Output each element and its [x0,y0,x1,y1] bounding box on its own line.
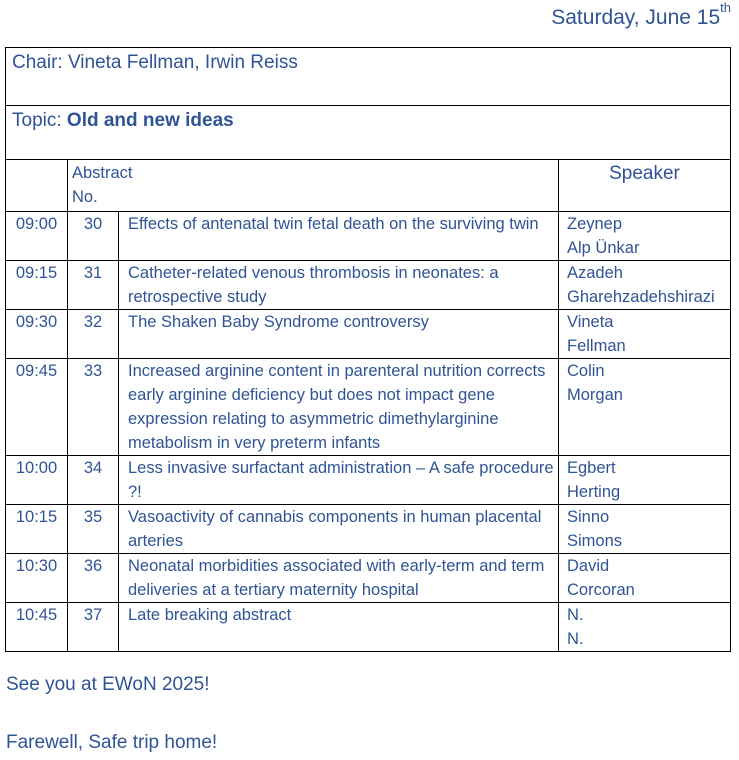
time-header-cell [6,160,68,212]
talk-title: Less invasive surfactant administration – A safe procedure ?! [119,456,559,505]
speaker-first-name: Zeynep [567,215,623,233]
topic-row [6,106,731,160]
date-ordinal-suffix: th [720,0,731,15]
abstract-header-line1: Abstract [72,164,133,182]
speaker-cell [559,505,731,554]
talk-time: 09:45 [6,359,68,456]
abstract-number: 32 [68,310,119,359]
abstract-number: 31 [68,261,119,310]
date-text: Saturday, June 15 [551,6,721,29]
speaker-cell [559,603,731,652]
speaker-first-name: Colin [567,362,605,380]
talk-time: 10:00 [6,456,68,505]
table-row [6,505,731,554]
speaker-last-name: Simons [567,532,623,550]
program-table [5,47,731,652]
chair-row [6,48,731,106]
speaker-first-name: Sinno [567,508,610,526]
table-row [6,310,731,359]
talk-title: Late breaking abstract [119,603,559,652]
speaker-cell [559,554,731,603]
chair-names: Vineta Fellman, Irwin Reiss [67,52,298,73]
speaker-first-name: Egbert [567,459,616,477]
talk-time: 09:30 [6,310,68,359]
column-header-row [6,160,731,212]
speaker-cell [559,261,731,310]
speaker-last-name: Gharehzadehshirazi [567,288,715,306]
table-row [6,212,731,261]
abstract-number: 36 [68,554,119,603]
abstract-number: 33 [68,359,119,456]
abstract-number: 30 [68,212,119,261]
talk-time: 10:15 [6,505,68,554]
abstract-number: 34 [68,456,119,505]
talk-title: The Shaken Baby Syndrome controversy [119,310,559,359]
topic-label: Topic: [12,110,62,131]
speaker-last-name: Morgan [567,386,623,404]
chair-label: Chair: [12,52,63,73]
table-row [6,554,731,603]
speaker-first-name: N. [567,606,584,624]
speaker-cell [559,456,731,505]
topic-title: Old and new ideas [66,110,234,131]
table-row [6,603,731,652]
speaker-first-name: David [567,557,610,575]
footer-farewell: Farewell, Safe trip home! [6,732,218,753]
talk-title: Vasoactivity of cannabis components in human placental arteries [119,505,559,554]
abstract-header-cell [68,160,559,212]
speaker-last-name: Fellman [567,337,626,355]
talk-title: Neonatal morbidities associated with early-term and term deliveries at a tertiary maternity hospital [119,554,559,603]
talk-title: Effects of antenatal twin fetal death on the surviving twin [119,212,559,261]
speaker-last-name: N. [567,630,584,648]
abstract-number: 35 [68,505,119,554]
session-date [551,0,731,30]
speaker-cell [559,359,731,456]
abstract-header-line2: No. [72,188,98,206]
talk-time: 10:45 [6,603,68,652]
talk-time: 09:15 [6,261,68,310]
topic-cell [6,106,731,160]
speaker-first-name: Azadeh [567,264,623,282]
abstract-number: 37 [68,603,119,652]
talk-time: 09:00 [6,212,68,261]
table-row [6,359,731,456]
speaker-cell [559,212,731,261]
speaker-header: Speaker [559,160,731,212]
talk-time: 10:30 [6,554,68,603]
speaker-last-name: Alp Ünkar [567,239,640,257]
footer-see-you: See you at EWoN 2025! [6,674,210,695]
speaker-cell [559,310,731,359]
chair-cell [6,48,731,106]
table-row [6,456,731,505]
speaker-last-name: Corcoran [567,581,635,599]
table-row [6,261,731,310]
talk-title: Catheter-related venous thrombosis in neonates: a retrospective study [119,261,559,310]
speaker-last-name: Herting [567,483,621,501]
speaker-first-name: Vineta [567,313,614,331]
talk-title: Increased arginine content in parenteral nutrition corrects early arginine deficiency but does not impact gene expression relating to asymmetric dimethylarginine metabolism in very preterm infants [119,359,559,456]
